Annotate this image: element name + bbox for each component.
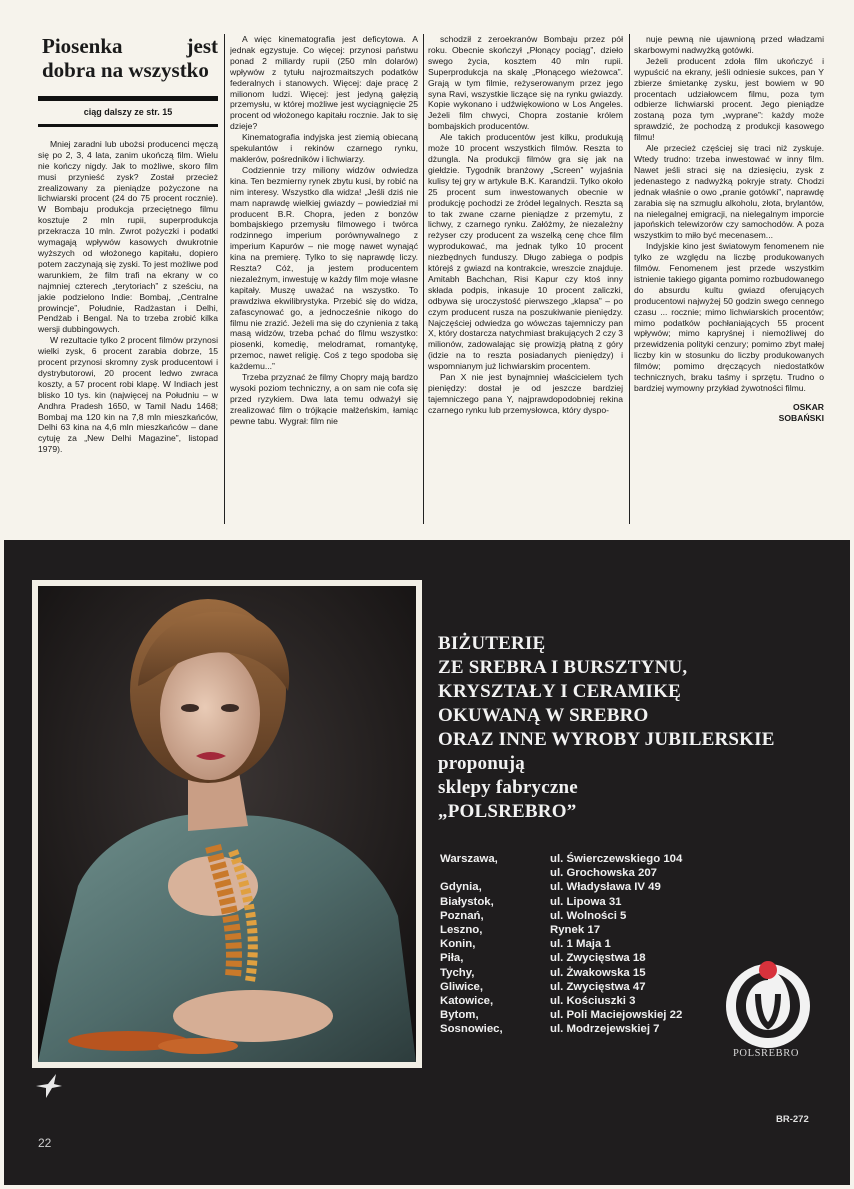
advert-headline <box>438 632 838 824</box>
advert-headline-line: ZE SREBRA I BURSZTYNU, <box>438 657 688 678</box>
advert-headline-line: BIŻUTERIĘ <box>438 633 546 654</box>
store-address: ul. Poli Maciejowskiej 22 <box>550 1009 683 1022</box>
store-address: ul. Grochowska 207 <box>550 867 657 880</box>
store-city <box>440 866 550 880</box>
store-city: Katowice, <box>440 995 494 1008</box>
store-row <box>440 966 740 980</box>
paragraph: Indyjskie kino jest światowym fenomenem nie tylko ze względu na liczbę produkowanych filmów. Fenomenem jest przede wszystkim istnienie takiego giganta pomimo rozbudowanego do absurdu kultu gwiazd oferujących producentowi najwyżej 50 godzin swego cennego czasu ... rocznie; mimo lichwiarskich procentów; mimo podatków pochłaniających 55 procent wpływów; mimo kapryśnej i niemożliwej do przewidzenia polityki cenzury; pomimo zbyt małej liczby kin w stosunku do liczby produkowanych filmów; pomimo dręczących niedostatków technicznych, braku taśmy i sprzętu. Trudno o bardziej wymowny przykład żywotności filmu. <box>634 241 824 393</box>
store-city: Poznań, <box>440 909 484 922</box>
paragraph: Ale przecież częściej się traci niż zyskuje. Wtedy trudno: trzeba inwestować w inny film. Nawet jeśli straci się na dziesięciu, zysk z jedenastego z nadwyżką pokryje straty. Chodzi jednak właśnie o owo „pranie gotówki”, naprawdę zarabia się na szmuglu alkoholu, złota, brylantów, na nielegalnej emigracji, na nielegalnym imporcie japońskich telewizorów czy samochodów. A poza wszystkim to miło być mecenasem... <box>634 143 824 241</box>
continued-note: ciąg dalszy ze str. 15 <box>83 107 173 117</box>
paragraph: nuje pewną nie ujawnioną przed władzami skarbowymi nadwyżką gotówki. <box>634 34 824 55</box>
column-divider <box>629 34 630 524</box>
author-first-name: OSKAR <box>792 401 824 412</box>
store-row <box>440 880 740 894</box>
paragraph: Kinematografia indyjska jest ziemią obiecaną spekulantów i rekinów czarnego rynku, maklerów, pośredników i lichwiarzy. <box>230 132 418 164</box>
store-city: Piła, <box>440 952 464 965</box>
paragraph: Pan X nie jest bynajmniej właścicielem tych pieniędzy: dostał je od jeszcze bardziej tajemniczego pana Y, najprawdopodobniej rekina czarnego rynku lub przemysłowca, który dyspo- <box>428 372 623 415</box>
store-address: ul. Zwycięstwa 47 <box>550 980 646 993</box>
advert-headline-line: OKUWANĄ W SREBRO <box>438 705 649 726</box>
store-address: ul. Żwakowska 15 <box>550 966 646 979</box>
store-row <box>440 1022 740 1036</box>
store-row <box>440 909 740 923</box>
store-city: Sosnowiec, <box>440 1023 503 1036</box>
paragraph: A więc kinematografia jest deficytowa. A jednak egzystuje. Co więcej: przynosi państwu ponad 2 miliardy rupii (250 mln dolarów) wpływów z tytułu najrozmaitszych podatków federalnych i stanowych. Więcej: daje pracę 2 milionom ludzi. Więcej: jest jedyną gałęzią przemysłu, w której możliwe jest wyciągnięcie 25 procent od włożonego kapitału rocznie. Jak to się dzieje? <box>230 34 418 132</box>
store-city: Białystok, <box>440 895 494 908</box>
article-headline: Piosenka jest dobra na wszystko <box>42 34 218 82</box>
advert-headline-line: KRYSZTAŁY I CERAMIKĘ <box>438 681 681 702</box>
paragraph: W rezultacie tylko 2 procent filmów przynosi wielki zysk, 6 procent zarabia dobrze, 15 procent przynosi skromny zysk producentowi i dystrybutorowi, 20 procent ledwo zwraca koszty, a 57 procent robi klapę. W Indiach jest blisko 10 tys. kin (najwięcej na Południu – w Andhra Pradesh 1650, w Tamil Nadu 1468; Bombaj ma 120 kin na 7,8 mln mieszkańców, Delhi 63 kina na 4,6 mln mieszkańców – dane cytuję za „New Delhi Magazine”, listopad 1979). <box>38 335 218 455</box>
page-number: 22 <box>38 1136 52 1150</box>
paragraph: Trzeba przyznać że filmy Chopry mają bardzo wysoki poziom techniczny, a on sam nie cofa się przed ryzykiem. Dwa lata temu odważył się zrealizować film o trójkącie małżeńskim, łamiąc pewne tabu. Wygrał: film nie <box>230 372 418 426</box>
store-row <box>440 994 740 1008</box>
column-divider <box>224 34 225 524</box>
store-row <box>440 980 740 994</box>
paragraph: schodził z zeroekranów Bombaju przez pół roku. Obecnie skończył „Płonący pociąg”, dzieło swego życia, kosztem 40 mln rupii. Superprodukcja na skalę „Płonącego wieżowca”. Grają w tym filmie, reżyserowanym przez jego syna Ravi, wszystkie liczące się na rynku gwiazdy. Kopie wykonano i udźwiękowiono w Los Angeles. Jeżeli film chwyci, Chopra zostanie królem bombajskich producentów. <box>428 34 623 132</box>
store-address: ul. Modrzejewskiej 7 <box>550 1023 660 1036</box>
author-last-name: SOBAŃSKI <box>778 412 824 423</box>
polsrebro-advertisement <box>4 540 850 1185</box>
headline-rule <box>38 96 218 101</box>
store-row <box>440 895 740 909</box>
article-column-4 <box>634 34 824 534</box>
store-address: ul. Lipowa 31 <box>550 895 622 908</box>
logo-wordmark: POLSREBRO <box>732 1048 800 1059</box>
paragraph: Jeżeli producent zdoła film ukończyć i wypuścić na ekrany, jeśli odniesie sukces, pan Y zbierze śmietankę zysku, jest bowiem w 90 procentach udziałowcem filmu, poza tym odbierze lichwiarski procent. Jego pieniądze zostaną poza tym „wyprane”: każdy może sprawdzić, że pochodzą z produkcji kasowego filmu! <box>634 55 824 143</box>
store-address: ul. Świerczewskiego 104 <box>550 853 683 865</box>
article-column-1 <box>38 34 218 534</box>
store-city: Warszawa, <box>440 853 498 865</box>
article-column-3 <box>428 34 623 534</box>
store-address: ul. 1 Maja 1 <box>550 938 611 951</box>
store-row <box>440 937 740 951</box>
author-signature <box>634 402 824 424</box>
advert-headline-line: ORAZ INNE WYROBY JUBILERSKIE <box>438 729 775 750</box>
store-row <box>440 852 740 866</box>
paragraph: Codziennie trzy miliony widzów odwiedza kina. Ten bezmierny rynek zbytu kusi, by robić na nim interesy. Wszystko dla widza! „Jeśli dziś nie mam naprawdę wielkiej gwiazdy – powiedział mi producent B.R. Chopra, jeden z bonzów bombajskiego przemysłu filmowego i twórca rodzinnego imperium porównywalnego z imperium Kapurów – nie mogę nawet wynająć kina na premierę. Tylko to się naprawdę liczy. Reszta? Cóż, ja jestem producentem niezależnym, inwestuję w każdy film moje własne kapitały. Muszę uważać na wszystko. To prawdziwa ekwilibrystyka. Przebić się do widza, zafascynować go, a jednocześnie nikogo do filmu nie zrazić. Jeżeli ma się do czynienia z taką masą widzów, trzeba pchać do filmu wszystko: piosenki, komedię, melodramat, romantykę, przemoc, nawet religię. Coś z tego spodoba się każdemu...” <box>230 164 418 372</box>
bird-icon <box>34 1070 64 1100</box>
store-row <box>440 923 740 937</box>
store-address: Rynek 17 <box>550 924 601 937</box>
column-divider <box>423 34 424 524</box>
store-address: ul. Władysława IV 49 <box>550 881 661 894</box>
store-city: Gliwice, <box>440 980 484 993</box>
woman-with-amber-photo <box>38 586 416 1062</box>
store-row <box>440 866 740 880</box>
advert-headline-line: proponują <box>438 753 525 774</box>
store-row <box>440 951 740 965</box>
paragraph: Mniej zaradni lub ubożsi producenci męczą się po 2, 3, 4 lata, zanim ukończą film. Wielu nie kończy nigdy. Jak to możliwe, skoro film musi przynieść zysk? Został przecież zrealizowany za pieniądze pożyczone na lichwiarski procent (24 do 75 procent rocznie). W Bombaju produkcja przeciętnego filmu kosztuje 2 mln rupii, superprodukcja przekracza 10 mln. Zwrot pożyczki i podatki wymagają wpływów kasowych dwukrotnie wyższych od włożonego kapitału, dopiero potem zaczynają się zyski. To jest możliwe pod warunkiem, że film trafi na ekrany w co najmniej czterech „terytoriach” z sześciu, na jakie podzielono Indie: Bombaj, „Centralne prowincje”, Południe, Radżastan i Delhi, Pendżab i Bengal. Na to trzeba zrobić kilka wersji dubbingowych. <box>38 138 218 335</box>
continued-rule <box>38 124 218 127</box>
store-row <box>440 1008 740 1022</box>
store-city: Gdynia, <box>440 881 482 894</box>
advert-code: BR-272 <box>776 1114 809 1125</box>
article-column-2 <box>230 34 418 534</box>
store-address: ul. Kościuszki 3 <box>550 995 636 1008</box>
photo-illustration <box>38 586 416 1062</box>
store-city: Konin, <box>440 938 476 951</box>
polsrebro-logo-icon <box>720 950 816 1052</box>
advert-photo-frame <box>32 580 422 1068</box>
store-city: Tychy, <box>440 966 475 979</box>
advert-headline-line: „POLSREBRO” <box>438 801 577 822</box>
store-city: Bytom, <box>440 1009 479 1022</box>
store-address: ul. Zwycięstwa 18 <box>550 952 646 965</box>
paragraph: Ale takich producentów jest kilku, produkują może 10 procent wszystkich filmów. Reszta to dżungla. Na produkcji filmów gra się jak na giełdzie. Tygodnik branżowy „Screen” wyjaśnia kulisy tej gry w artykule B.K. Karandzii. Tylko około 25 procent sum inwestowanych obecnie w produkcję pochodzi ze źródeł legalnych. Reszta są to tak zwane czarne pieniądze z przemytu, z lichwy, z czarnego rynku. Załóżmy, że niezależny reżyser czy producent za wszelką cenę chce film wyprodukować, ma jednak tylko 10 procent niezbędnych funduszy. Długo zabiega o podpis którejś z gwiazd na kontrakcie, wreszcie znajduje. Amitabh Bachchan, Risi Kapur czy ktoś inny składa podpis, inkasuje 10 procent zaliczki, odbywa się uroczystość pierwszego „klapsa” – po czym producent rusza na poszukiwanie pieniędzy. Najczęściej odwiedza go wówczas tajemniczy pan X, który dostarcza natychmiast brakujących 2 czy 3 milionów, zadowalając się prowizją płatną z góry (idzie na to reszta posiadanych pieniędzy) i wspomnianym już lichwiarskim procentem. <box>428 132 623 372</box>
store-list <box>440 852 740 1037</box>
advert-headline-line: sklepy fabryczne <box>438 777 578 798</box>
store-city: Leszno, <box>440 924 483 937</box>
store-address: ul. Wolności 5 <box>550 909 627 922</box>
article <box>0 0 854 540</box>
